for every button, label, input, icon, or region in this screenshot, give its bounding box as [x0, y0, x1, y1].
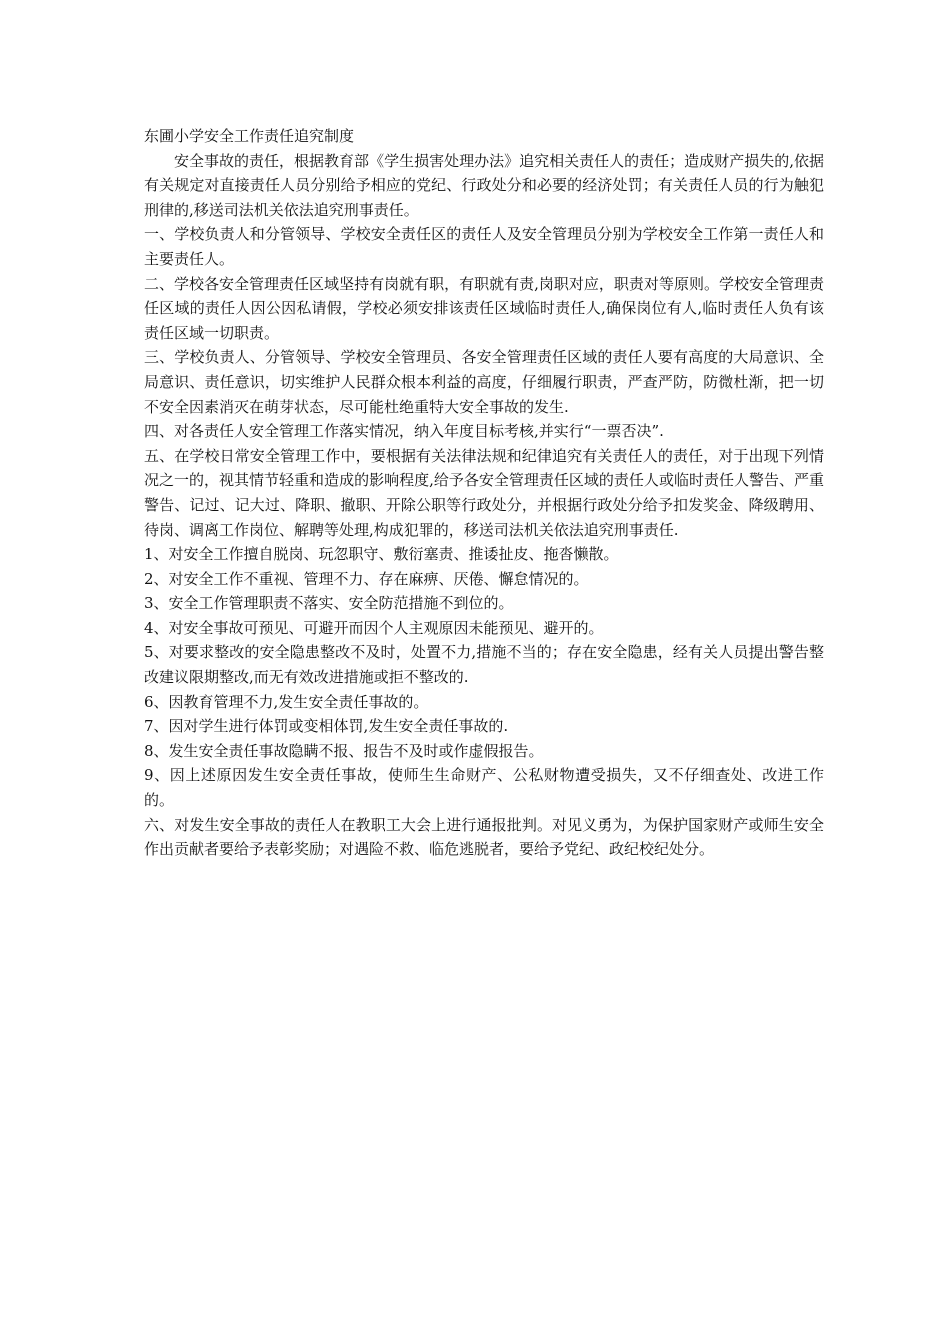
list-item-4: 4、对安全事故可预见、可避开而因个人主观原因未能预见、避开的。 — [144, 618, 604, 637]
document-body — [144, 124, 824, 862]
list-item-8: 8、发生安全责任事故隐瞒不报、报告不及时或作虚假报告。 — [144, 741, 544, 760]
clause-5: 五、在学校日常安全管理工作中，要根据有关法律法规和纪律追究有关责任人的责任，对于出现下列情况之一的，视其情节轻重和造成的影响程度,给予各安全管理责任区域的责任人或临时责任人警告、严重警告、记过、记大过、降职、撤职、开除公职等行政处分，并根据行政处分给予扣发奖金、降级聘用、待岗、调离工作岗位、解聘等处理,构成犯罪的，移送司法机关依法追究刑事责任. — [144, 446, 824, 539]
intro-paragraph: 安全事故的责任，根据教育部《学生损害处理办法》追究相关责任人的责任；造成财产损失的,依据有关规定对直接责任人员分别给予相应的党纪、行政处分和必要的经济处罚；有关责任人员的行为触犯刑律的,移送司法机关依法追究刑事责任。 — [144, 151, 824, 219]
list-item-1: 1、对安全工作擅自脱岗、玩忽职守、敷衍塞责、推诿扯皮、拖沓懒散。 — [144, 545, 619, 564]
document-title: 东圃小学安全工作责任追究制度 — [144, 127, 355, 145]
clause-4: 四、对各责任人安全管理工作落实情况，纳入年度目标考核,并实行“一票否决”. — [144, 422, 664, 441]
clause-6: 六、对发生安全事故的责任人在教职工大会上进行通报批判。对见义勇为，为保护国家财产或师生安全作出贡献者要给予表彰奖励；对遇险不救、临危逃脱者，要给予党纪、政纪校纪处分。 — [144, 815, 824, 859]
clause-2: 二、学校各安全管理责任区域坚持有岗就有职，有职就有责,岗职对应，职责对等原则。学校安全管理责任区域的责任人因公因私请假，学校必须安排该责任区域临时责任人,确保岗位有人,临时责任人负有该责任区域一切职责。 — [144, 274, 824, 342]
list-item-6: 6、因教育管理不力,发生安全责任事故的。 — [144, 692, 429, 711]
clause-1: 一、学校负责人和分管领导、学校安全责任区的责任人及安全管理员分别为学校安全工作第一责任人和主要责任人。 — [144, 225, 824, 268]
list-item-7: 7、因对学生进行体罚或变相体罚,发生安全责任事故的. — [144, 717, 509, 736]
list-item-2: 2、对安全工作不重视、管理不力、存在麻痹、厌倦、懈怠情况的。 — [144, 569, 589, 588]
clause-3: 三、学校负责人、分管领导、学校安全管理员、各安全管理责任区域的责任人要有高度的大局意识、全局意识、责任意识，切实维护人民群众根本利益的高度，仔细履行职责，严查严防，防微杜渐，把一切不安全因素消灭在萌芽状态，尽可能杜绝重特大安全事故的发生. — [144, 348, 824, 416]
list-item-9: 9、因上述原因发生安全责任事故，使师生生命财产、公私财物遭受损失，又不仔细查处、改进工作的。 — [144, 766, 824, 810]
list-item-3: 3、安全工作管理职责不落实、安全防范措施不到位的。 — [144, 594, 514, 613]
list-item-5: 5、对要求整改的安全隐患整改不及时，处置不力,措施不当的；存在安全隐患，经有关人员提出警告整改建议限期整改,而无有效改进措施或拒不整改的. — [144, 643, 824, 687]
